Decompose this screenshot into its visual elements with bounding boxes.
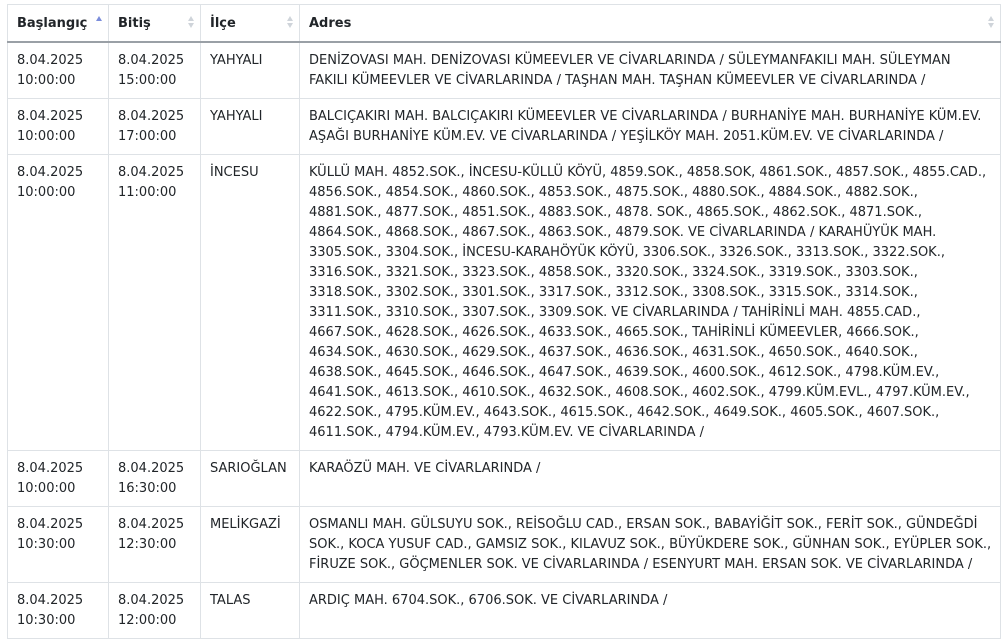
sort-both-icon [187, 16, 194, 30]
district-cell: SARIOĞLAN [201, 451, 300, 507]
end-cell [109, 99, 201, 155]
address-cell: KÜLLÜ MAH. 4852.SOK., İNCESU-KÜLLÜ KÖYÜ, 4859.SOK., 4858.SOK, 4861.SOK., 4857.SOK., 4855.CAD., 4856.SOK., 4854.SOK., 4860.SOK., 4853.SOK., 4875.SOK., 4880.SOK., 4884.SOK., 4882.SOK., 4881.SOK., 4877.SOK., 4851.SOK., 4883.SOK., 4878. SOK., 4865.SOK., 4862.SOK., 4871.SOK., 4864.SOK., 4868.SOK., 4867.SOK., 4863.SOK., 4879.SOK. VE CİVARLARINDA / KARAHÜYÜK MAH. 3305.SOK., 3304.SOK., İNCESU-KARAHÖYÜK KÖYÜ, 3306.SOK., 3326.SOK., 3313.SOK., 3322.SOK., 3316.SOK., 3321.SOK., 3323.SOK., 4858.SOK., 3320.SOK., 3324.SOK., 3319.SOK., 3303.SOK., 3318.SOK., 3302.SOK., 3301.SOK., 3317.SOK., 3312.SOK., 3308.SOK., 3315.SOK., 3314.SOK., 3311.SOK., 3310.SOK., 3307.SOK., 3309.SOK. VE CİVARLARINDA / TAHİRİNLİ MAH. 4855.CAD., 4667.SOK., 4628.SOK., 4626.SOK., 4633.SOK., 4665.SOK., TAHİRİNLİ KÜMEEVLER, 4666.SOK., 4634.SOK., 4630.SOK., 4629.SOK., 4637.SOK., 4636.SOK., 4631.SOK., 4650.SOK., 4640.SOK., 4638.SOK., 4645.SOK., 4646.SOK., 4647.SOK., 4639.SOK., 4600.SOK., 4612.SOK., 4798.KÜM.EV., 4641.SOK., 4613.SOK., 4610.SOK., 4632.SOK., 4608.SOK., 4602.SOK., 4799.KÜM.EVL., 4797.KÜM.EV., 4622.SOK., 4795.KÜM.EV., 4643.SOK., 4615.SOK., 4642.SOK., 4649.SOK., 4605.SOK., 4607.SOK., 4611.SOK., 4794.KÜM.EV., 4793.KÜM.EV. VE CİVARLARINDA / [300, 155, 1001, 451]
start-time: 10:00:00 [17, 129, 76, 144]
start-time: 10:30:00 [17, 613, 76, 628]
start-date: 8.04.2025 [17, 53, 84, 68]
start-cell [8, 451, 109, 507]
start-cell [8, 583, 109, 639]
sort-both-icon [987, 16, 994, 30]
end-time: 17:00:00 [118, 129, 177, 144]
start-time: 10:00:00 [17, 73, 76, 88]
start-time: 10:00:00 [17, 481, 76, 496]
end-time: 12:00:00 [118, 613, 177, 628]
column-header-start-label: Başlangıç [17, 16, 88, 31]
start-cell [8, 155, 109, 451]
table-header [8, 5, 1001, 43]
district-cell: TALAS [201, 583, 300, 639]
end-date: 8.04.2025 [118, 53, 185, 68]
column-header-end-label: Bitiş [118, 16, 151, 31]
district-cell: YAHYALI [201, 42, 300, 99]
end-time: 16:30:00 [118, 481, 177, 496]
table-body [8, 42, 1001, 639]
end-cell [109, 451, 201, 507]
column-header-district[interactable] [201, 5, 300, 43]
start-cell [8, 507, 109, 583]
table-row [8, 583, 1001, 639]
end-time: 15:00:00 [118, 73, 177, 88]
sort-asc-icon [95, 16, 102, 30]
end-cell [109, 583, 201, 639]
column-header-address-label: Adres [309, 16, 352, 31]
end-date: 8.04.2025 [118, 461, 185, 476]
district-cell: İNCESU [201, 155, 300, 451]
district-cell: MELİKGAZİ [201, 507, 300, 583]
column-header-start[interactable] [8, 5, 109, 43]
end-date: 8.04.2025 [118, 109, 185, 124]
end-time: 12:30:00 [118, 537, 177, 552]
table-row [8, 155, 1001, 451]
column-header-district-label: İlçe [210, 16, 236, 31]
header-row [8, 5, 1001, 43]
start-date: 8.04.2025 [17, 165, 84, 180]
start-date: 8.04.2025 [17, 517, 84, 532]
end-date: 8.04.2025 [118, 517, 185, 532]
start-date: 8.04.2025 [17, 461, 84, 476]
start-time: 10:00:00 [17, 185, 76, 200]
column-header-end[interactable] [109, 5, 201, 43]
start-time: 10:30:00 [17, 537, 76, 552]
column-header-address[interactable] [300, 5, 1001, 43]
address-cell: ARDIÇ MAH. 6704.SOK., 6706.SOK. VE CİVARLARINDA / [300, 583, 1001, 639]
end-cell [109, 155, 201, 451]
address-cell: DENİZOVASI MAH. DENİZOVASI KÜMEEVLER VE CİVARLARINDA / SÜLEYMANFAKILI MAH. SÜLEYMAN FAKILI KÜMEEVLER VE CİVARLARINDA / TAŞHAN MAH. TAŞHAN KÜMEEVLER VE CİVARLARINDA / [300, 42, 1001, 99]
end-time: 11:00:00 [118, 185, 177, 200]
start-cell [8, 42, 109, 99]
end-cell [109, 42, 201, 99]
table-row [8, 42, 1001, 99]
address-cell: BALCIÇAKIRI MAH. BALCIÇAKIRI KÜMEEVLER VE CİVARLARINDA / BURHANİYE MAH. BURHANİYE KÜM.EV. AŞAĞI BURHANİYE KÜM.EV. VE CİVARLARINDA / YEŞİLKÖY MAH. 2051.KÜM.EV. VE CİVARLARINDA / [300, 99, 1001, 155]
table-row [8, 507, 1001, 583]
start-date: 8.04.2025 [17, 593, 84, 608]
table-row [8, 451, 1001, 507]
end-cell [109, 507, 201, 583]
end-date: 8.04.2025 [118, 165, 185, 180]
start-date: 8.04.2025 [17, 109, 84, 124]
start-cell [8, 99, 109, 155]
district-cell: YAHYALI [201, 99, 300, 155]
outage-table [7, 4, 1001, 639]
address-cell: KARAÖZÜ MAH. VE CİVARLARINDA / [300, 451, 1001, 507]
address-cell: OSMANLI MAH. GÜLSUYU SOK., REİSOĞLU CAD., ERSAN SOK., BABAYİĞİT SOK., FERİT SOK., GÜNDEĞDİ SOK., KOCA YUSUF CAD., GAMSIZ SOK., KILAVUZ SOK., BÜYÜKDERE SOK., GÜNHAN SOK., EYÜPLER SOK., FİRUZE SOK., GÖÇMENLER SOK. VE CİVARLARINDA / ESENYURT MAH. ERSAN SOK. VE CİVARLARINDA / [300, 507, 1001, 583]
sort-both-icon [286, 16, 293, 30]
end-date: 8.04.2025 [118, 593, 185, 608]
table-row [8, 99, 1001, 155]
